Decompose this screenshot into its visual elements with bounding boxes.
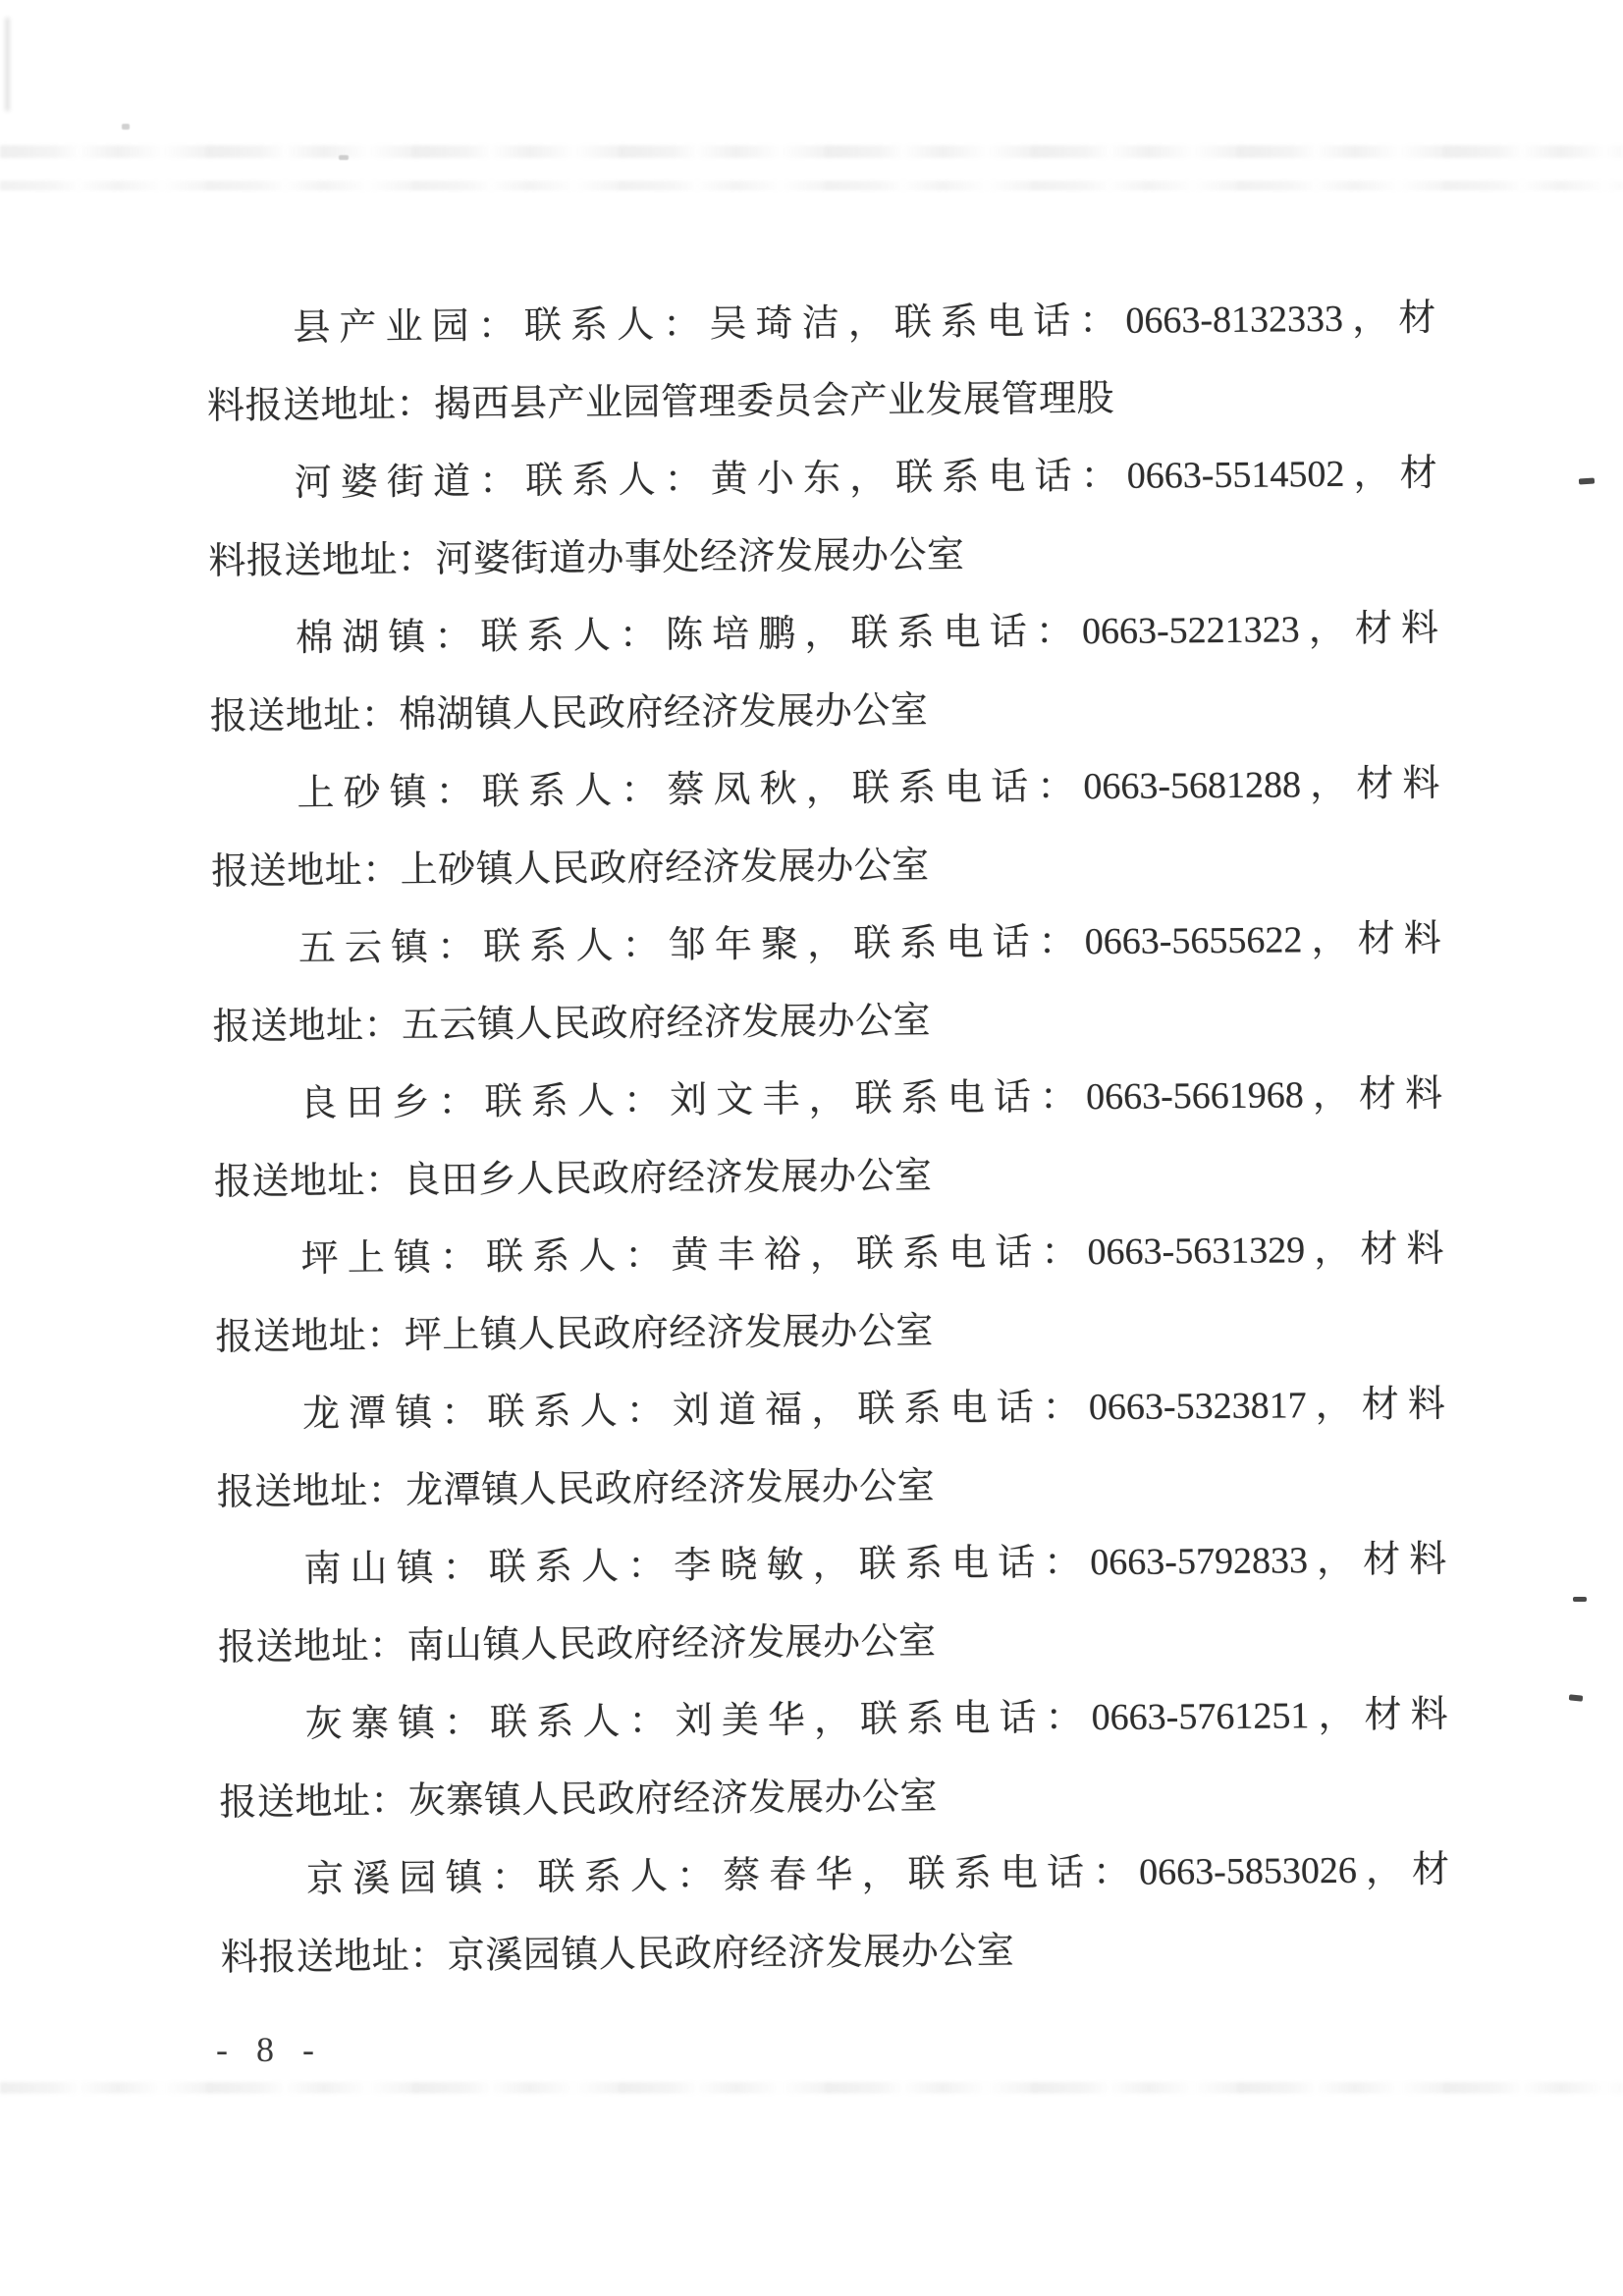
contact-line: 南山镇：联系人：李晓敏，联系电话：0663-5792833，材料	[303, 1539, 1447, 1591]
margin-dash-mark	[1579, 477, 1595, 484]
scan-artifact-band-bottom	[0, 2082, 1623, 2094]
contact-entry-pingshang-town	[214, 1211, 1444, 1377]
scan-artifact-band-top-2	[0, 181, 1623, 191]
contact-line: 报送地址：棉湖镇人民政府经济发展办公室	[209, 689, 929, 738]
scan-speck	[339, 155, 349, 160]
contact-line: 报送地址：良田乡人民政府经济发展办公室	[213, 1155, 933, 1203]
contact-entry-hepo-subdistrict	[207, 435, 1437, 601]
contact-entry-liangtian-township	[213, 1056, 1443, 1222]
contact-entry-nanshan-town	[217, 1521, 1447, 1687]
contact-entry-jingxiyuan-town	[220, 1831, 1450, 1997]
contact-line: 料报送地址：揭西县产业园管理委员会产业发展管理股	[206, 377, 1115, 427]
contact-line: 报送地址：龙潭镇人民政府经济发展办公室	[216, 1465, 936, 1513]
contact-line: 河婆街道：联系人：黄小东，联系电话：0663-5514502，材	[294, 453, 1437, 505]
contact-line: 灰寨镇：联系人：刘美华，联系电话：0663-5761251，材料	[304, 1694, 1448, 1746]
contact-entry-mianhu-town	[209, 590, 1439, 756]
contact-line: 料报送地址：河婆街道办事处经济发展办公室	[208, 534, 965, 582]
contact-entry-county-industrial-park	[206, 280, 1436, 446]
contact-line: 报送地址：五云镇人民政府经济发展办公室	[212, 1000, 932, 1048]
contact-line: 棉湖镇：联系人：陈培鹏，联系电话：0663-5221323，材料	[295, 608, 1439, 660]
contact-line: 报送地址：南山镇人民政府经济发展办公室	[217, 1620, 937, 1668]
contact-line: 良田乡：联系人：刘文丰，联系电话：0663-5661968，材料	[299, 1073, 1443, 1125]
contact-line: 报送地址：坪上镇人民政府经济发展办公室	[215, 1310, 934, 1358]
contact-entry-wuyun-town	[212, 901, 1442, 1066]
margin-dash-mark	[1573, 1597, 1587, 1602]
margin-dash-mark	[1569, 1694, 1584, 1701]
scan-artifact-band-top-1	[0, 145, 1623, 158]
contact-line: 报送地址：上砂镇人民政府经济发展办公室	[210, 845, 930, 893]
contact-line: 坪上镇：联系人：黄丰裕，联系电话：0663-5631329，材料	[300, 1229, 1444, 1281]
scan-speck	[122, 124, 130, 130]
contact-line: 龙潭镇：联系人：刘道福，联系电话：0663-5323817，材料	[301, 1384, 1446, 1436]
contact-entry-shangsha-town	[210, 745, 1440, 911]
document-body	[206, 280, 1450, 1997]
page-number: - 8 -	[216, 2030, 324, 2069]
contact-line: 京溪园镇：联系人：蔡春华，联系电话：0663-5853026，材	[305, 1849, 1450, 1901]
contact-entry-longtan-town	[216, 1366, 1446, 1532]
contact-line: 上砂镇：联系人：蔡凤秋，联系电话：0663-5681288，材料	[297, 763, 1440, 815]
contact-line: 五云镇：联系人：邹年聚，联系电话：0663-5655622，材料	[298, 918, 1441, 970]
contact-line: 料报送地址：京溪园镇人民政府经济发展办公室	[220, 1930, 1015, 1979]
contact-entry-huizhai-town	[218, 1676, 1448, 1842]
contact-line: 报送地址：灰寨镇人民政府经济发展办公室	[219, 1776, 939, 1824]
contact-line: 县产业园：联系人：吴琦洁，联系电话：0663-8132333，材	[293, 298, 1436, 350]
scan-edge-streak	[5, 18, 10, 111]
